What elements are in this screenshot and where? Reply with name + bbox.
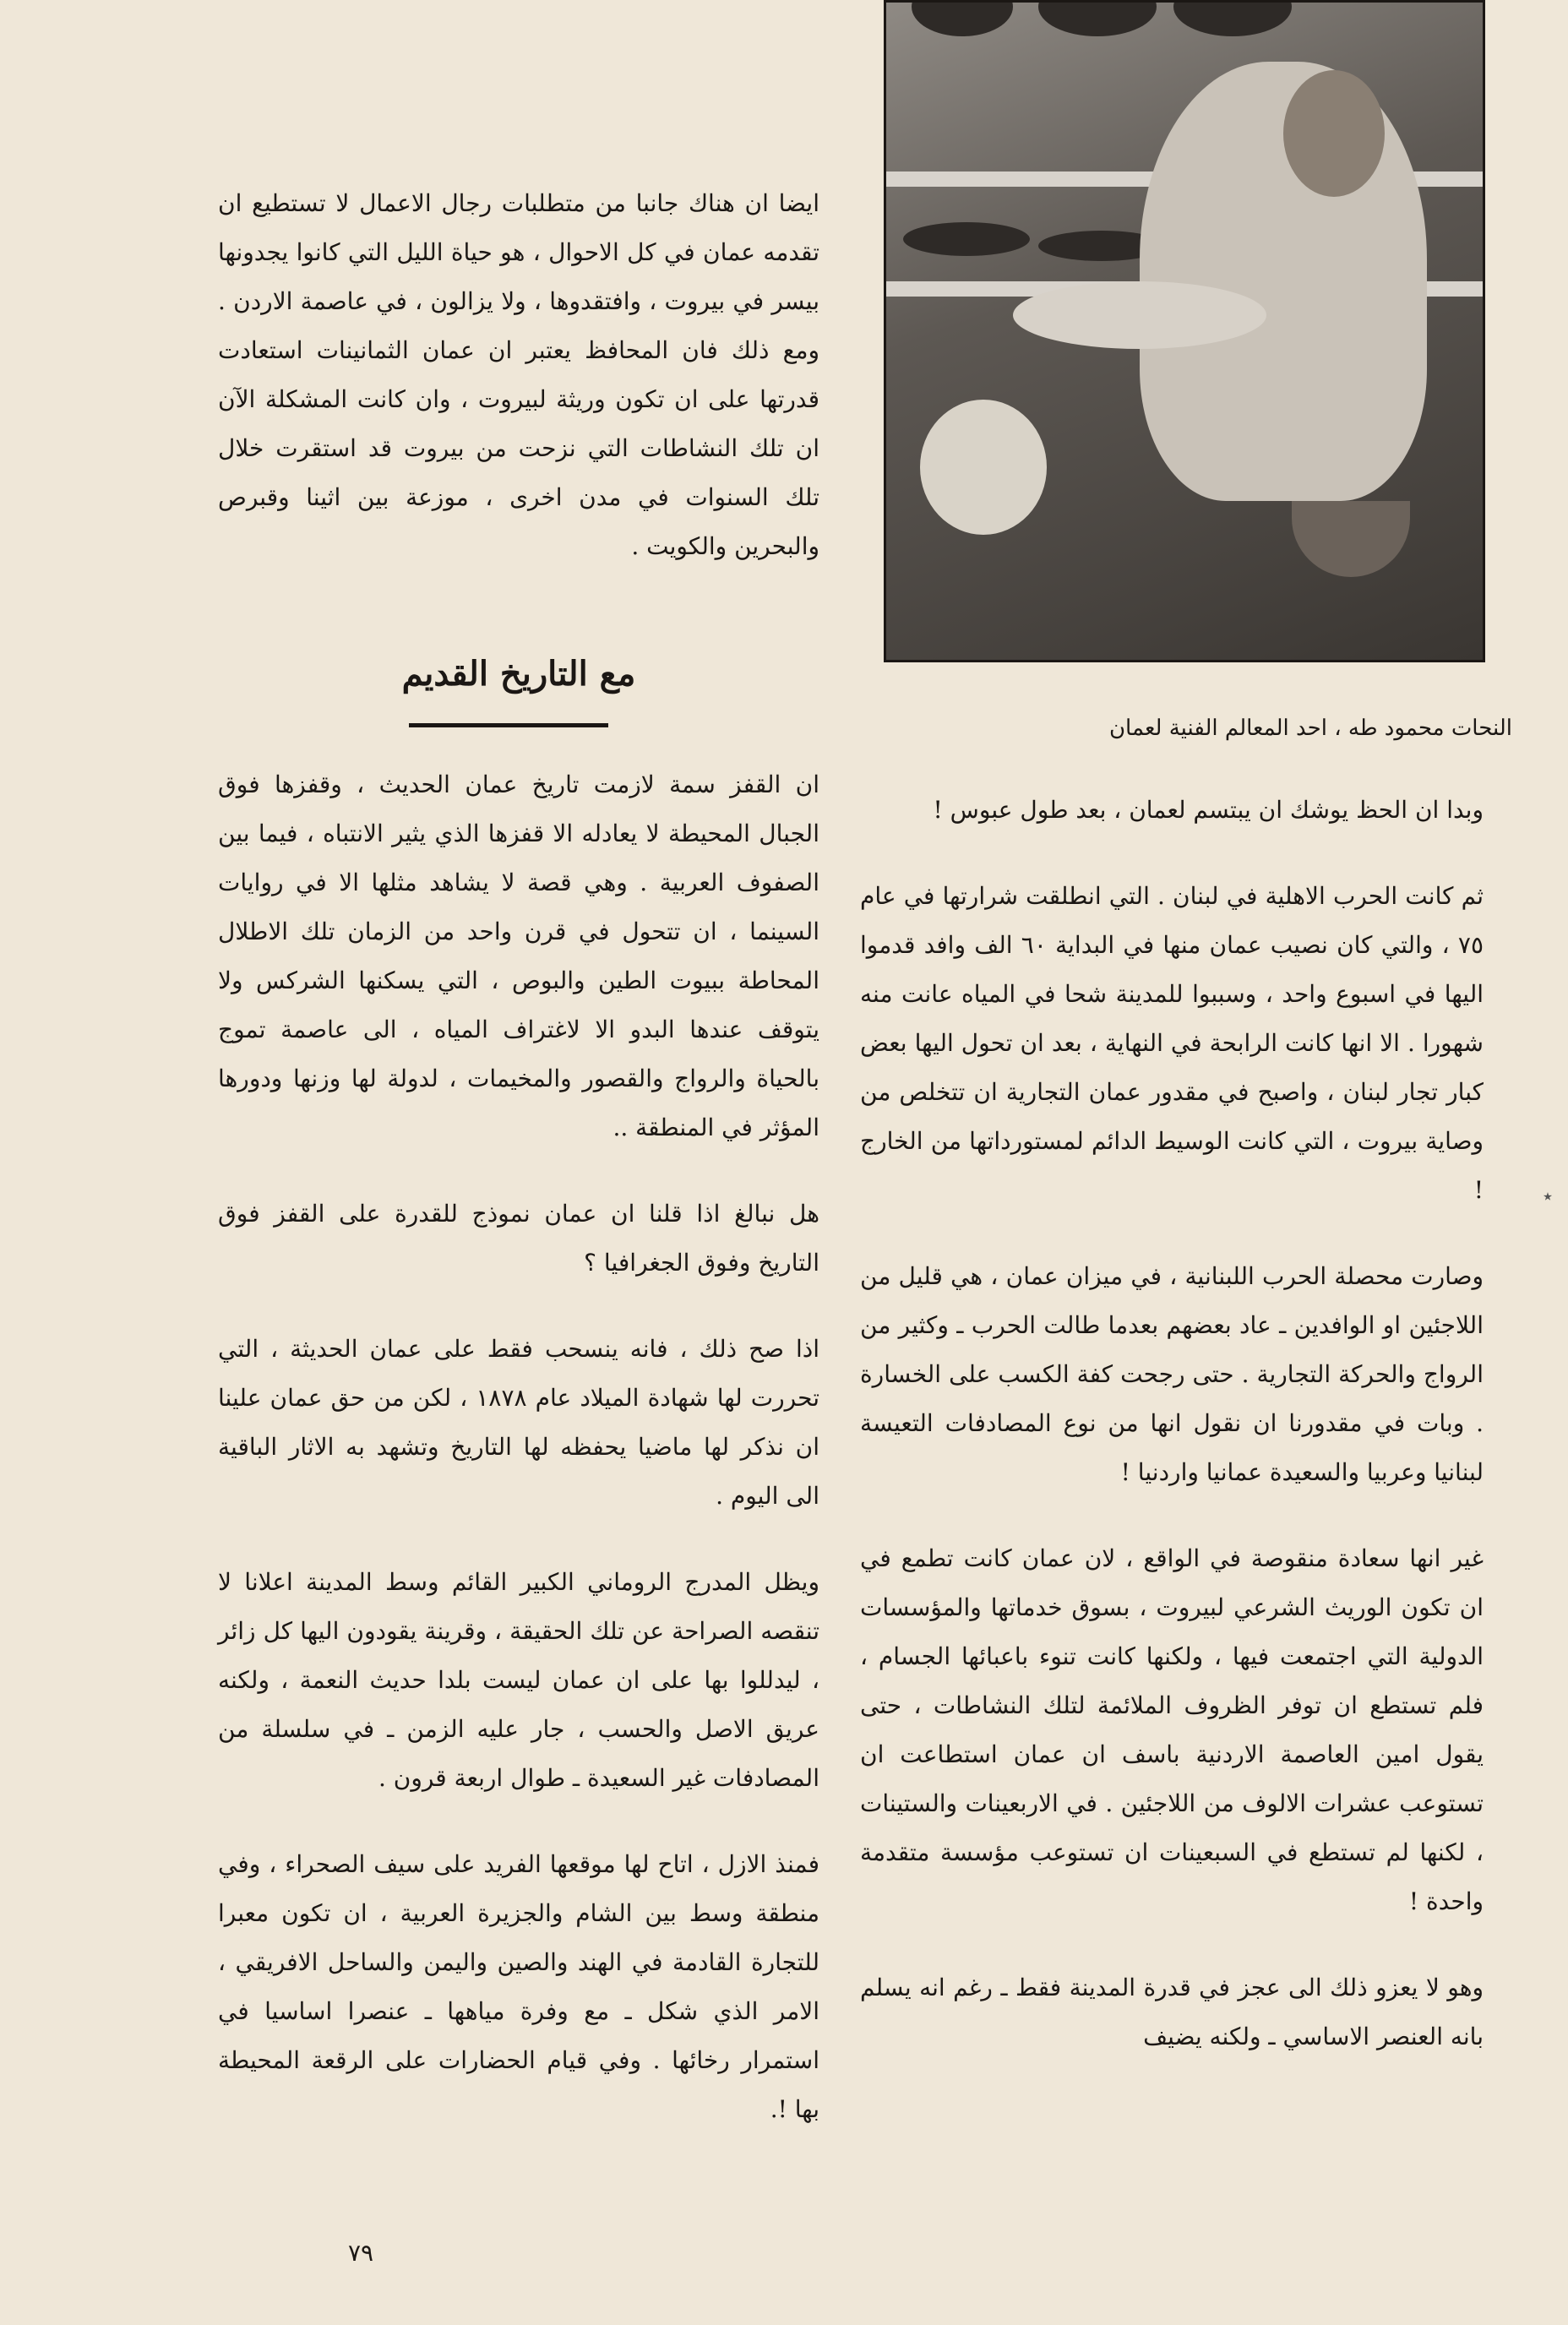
paragraph: ثم كانت الحرب الاهلية في لبنان . التي انطلقت شرارتها في عام ٧٥ ، والتي كان نصيب عمان منها في البداية ٦٠ الف وافد قدموا اليها في اسبوع واحد ، وسببوا للمدينة شحا في المياه عانت منه شهورا . الا انها كانت الرابحة في النهاية ، بعد ان تحول اليها بعض كبار تجار لبنان ، واصبح في مقدور عمان التجارية ان تتخلص من وصاية بيروت ، التي كانت الوسيط الدائم لمستورداتها من الخارج !	[860, 882, 1484, 1204]
paragraph: وصارت محصلة الحرب اللبنانية ، في ميزان عمان ، هي قليل من اللاجئين او الوافدين ـ عاد بعضهم بعدما طالت الحرب ـ وكثير من الرواج والحركة التجارية . حتى رجحت كفة الكسب على الخسارة . وبات في مقدورنا ان نقول انها من نوع المصادفات التعيسة لبنانيا وعربيا والسعيدة عمانيا واردنيا !	[860, 1262, 1484, 1486]
page-number: ٧٩	[347, 2239, 374, 2267]
pot	[1173, 0, 1292, 36]
left-column-top	[218, 179, 819, 608]
paragraph: وهو لا يعزو ذلك الى عجز في قدرة المدينة فقط ـ رغم انه يسلم بانه العنصر الاساسي ـ ولكنه يضيف	[860, 1974, 1484, 2050]
painted-bowl	[1292, 501, 1410, 577]
paragraph: ايضا ان هناك جانبا من متطلبات رجال الاعمال لا تستطيع ان تقدمه عمان في كل الاحوال ، هو حياة الليل التي كانوا يجدونها بيسر في بيروت ، وافتقدوها ، ولا يزالون ، في عاصمة الاردن . ومع ذلك فان المحافظ يعتبر ان عمان الثمانينات استعادت قدرتها على ان تكون وريثة لبيروت ، وان كانت المشكلة الآن ان تلك النشاطات التي نزحت من بيروت قد استقرت خلال تلك السنوات في مدن اخرى ، موزعة بين اثينا وقبرص والبحرين والكويت .	[218, 189, 819, 560]
pottery-wheel	[1013, 281, 1266, 349]
plate-stack	[903, 222, 1030, 256]
sculptor-head	[1283, 70, 1385, 197]
photo-caption: النحات محمود طه ، احد المعالم الفنية لعمان	[1108, 716, 1512, 741]
paragraph: وبدا ان الحظ يوشك ان يبتسم لعمان ، بعد طول عبوس !	[933, 796, 1484, 824]
heading-underline	[409, 723, 608, 727]
pot	[912, 0, 1013, 36]
paragraph: ان القفز سمة لازمت تاريخ عمان الحديث ، وقفزها فوق الجبال المحيطة لا يعادله الا قفزها الذي يثير الانتباه ، فيما بين الصفوف العربية . وهي قصة لا يشاهد مثلها الا في روايات السينما ، ان تتحول في قرن واحد من الزمان تلك الاطلال المحاطة ببيوت الطين والبوص ، التي يسكنها الشركس ولا يتوقف عندها البدو الا لاغتراف المياه ، الى عاصمة تموج بالحياة والرواج والقصور والمخيمات ، لدولة لها وزنها ودورها المؤثر في المنطقة ..	[218, 770, 819, 1141]
paragraph: غير انها سعادة منقوصة في الواقع ، لان عمان كانت تطمع في ان تكون الوريث الشرعي لبيروت ، بسوق خدماتها والمؤسسات الدولية التي اجتمعت فيها ، ولكنها كانت تنوء باعبائها الجسام ، فلم تستطع ان توفر الظروف الملائمة لتلك النشاطات ، حتى يقول امين العاصمة الاردنية باسف ان عمان استطاعت ان تستوعب عشرات الالوف من اللاجئين . في الاربعينات والستينات ، لكنها لم تستطع في السبعينات ان تستوعب مؤسسة متقدمة واحدة !	[860, 1544, 1484, 1915]
right-column	[860, 786, 1484, 2099]
section-heading: مع التاريخ القديم	[401, 654, 636, 694]
paragraph: ويظل المدرج الروماني الكبير القائم وسط المدينة اعلانا لا تنقصه الصراحة عن تلك الحقيقة ، وقرينة يقودون اليها كل زائر ، ليدللوا بها على ان عمان ليست بلدا حديث النعمة ، ولكنه عريق الاصل والحسب ، جار عليه الزمن ـ في سلسلة من المصادفات غير السعيدة ـ طوال اربعة قرون .	[218, 1568, 819, 1792]
paragraph: فمنذ الازل ، اتاح لها موقعها الفريد على سيف الصحراء ، وفي منطقة وسط بين الشام والجزيرة العربية ، ان تكون معبرا للتجارة القادمة في الهند والصين واليمن والساحل الافريقي ، الامر الذي شكل ـ مع وفرة مياهها ـ عنصرا اساسيا في استمرار رخائها . وفي قيام الحضارات على الرقعة المحيطة بها !.	[218, 1850, 819, 2123]
pot	[1038, 0, 1157, 36]
paragraph: هل نبالغ اذا قلنا ان عمان نموذج للقدرة على القفز فوق التاريخ وفوق الجغرافيا ؟	[218, 1200, 819, 1277]
clay-vase	[920, 400, 1047, 535]
left-column-bottom	[218, 760, 819, 2171]
paragraph: اذا صح ذلك ، فانه ينسحب فقط على عمان الحديثة ، التي تحررت لها شهادة الميلاد عام ١٨٧٨ ، لكن من حق عمان علينا ان نذكر لها ماضيا يحفظه لها التاريخ وتشهد به الاثار الباقية الى اليوم .	[218, 1335, 820, 1510]
sculptor-photo	[884, 0, 1485, 662]
margin-mark: ٭	[1543, 1186, 1553, 1207]
